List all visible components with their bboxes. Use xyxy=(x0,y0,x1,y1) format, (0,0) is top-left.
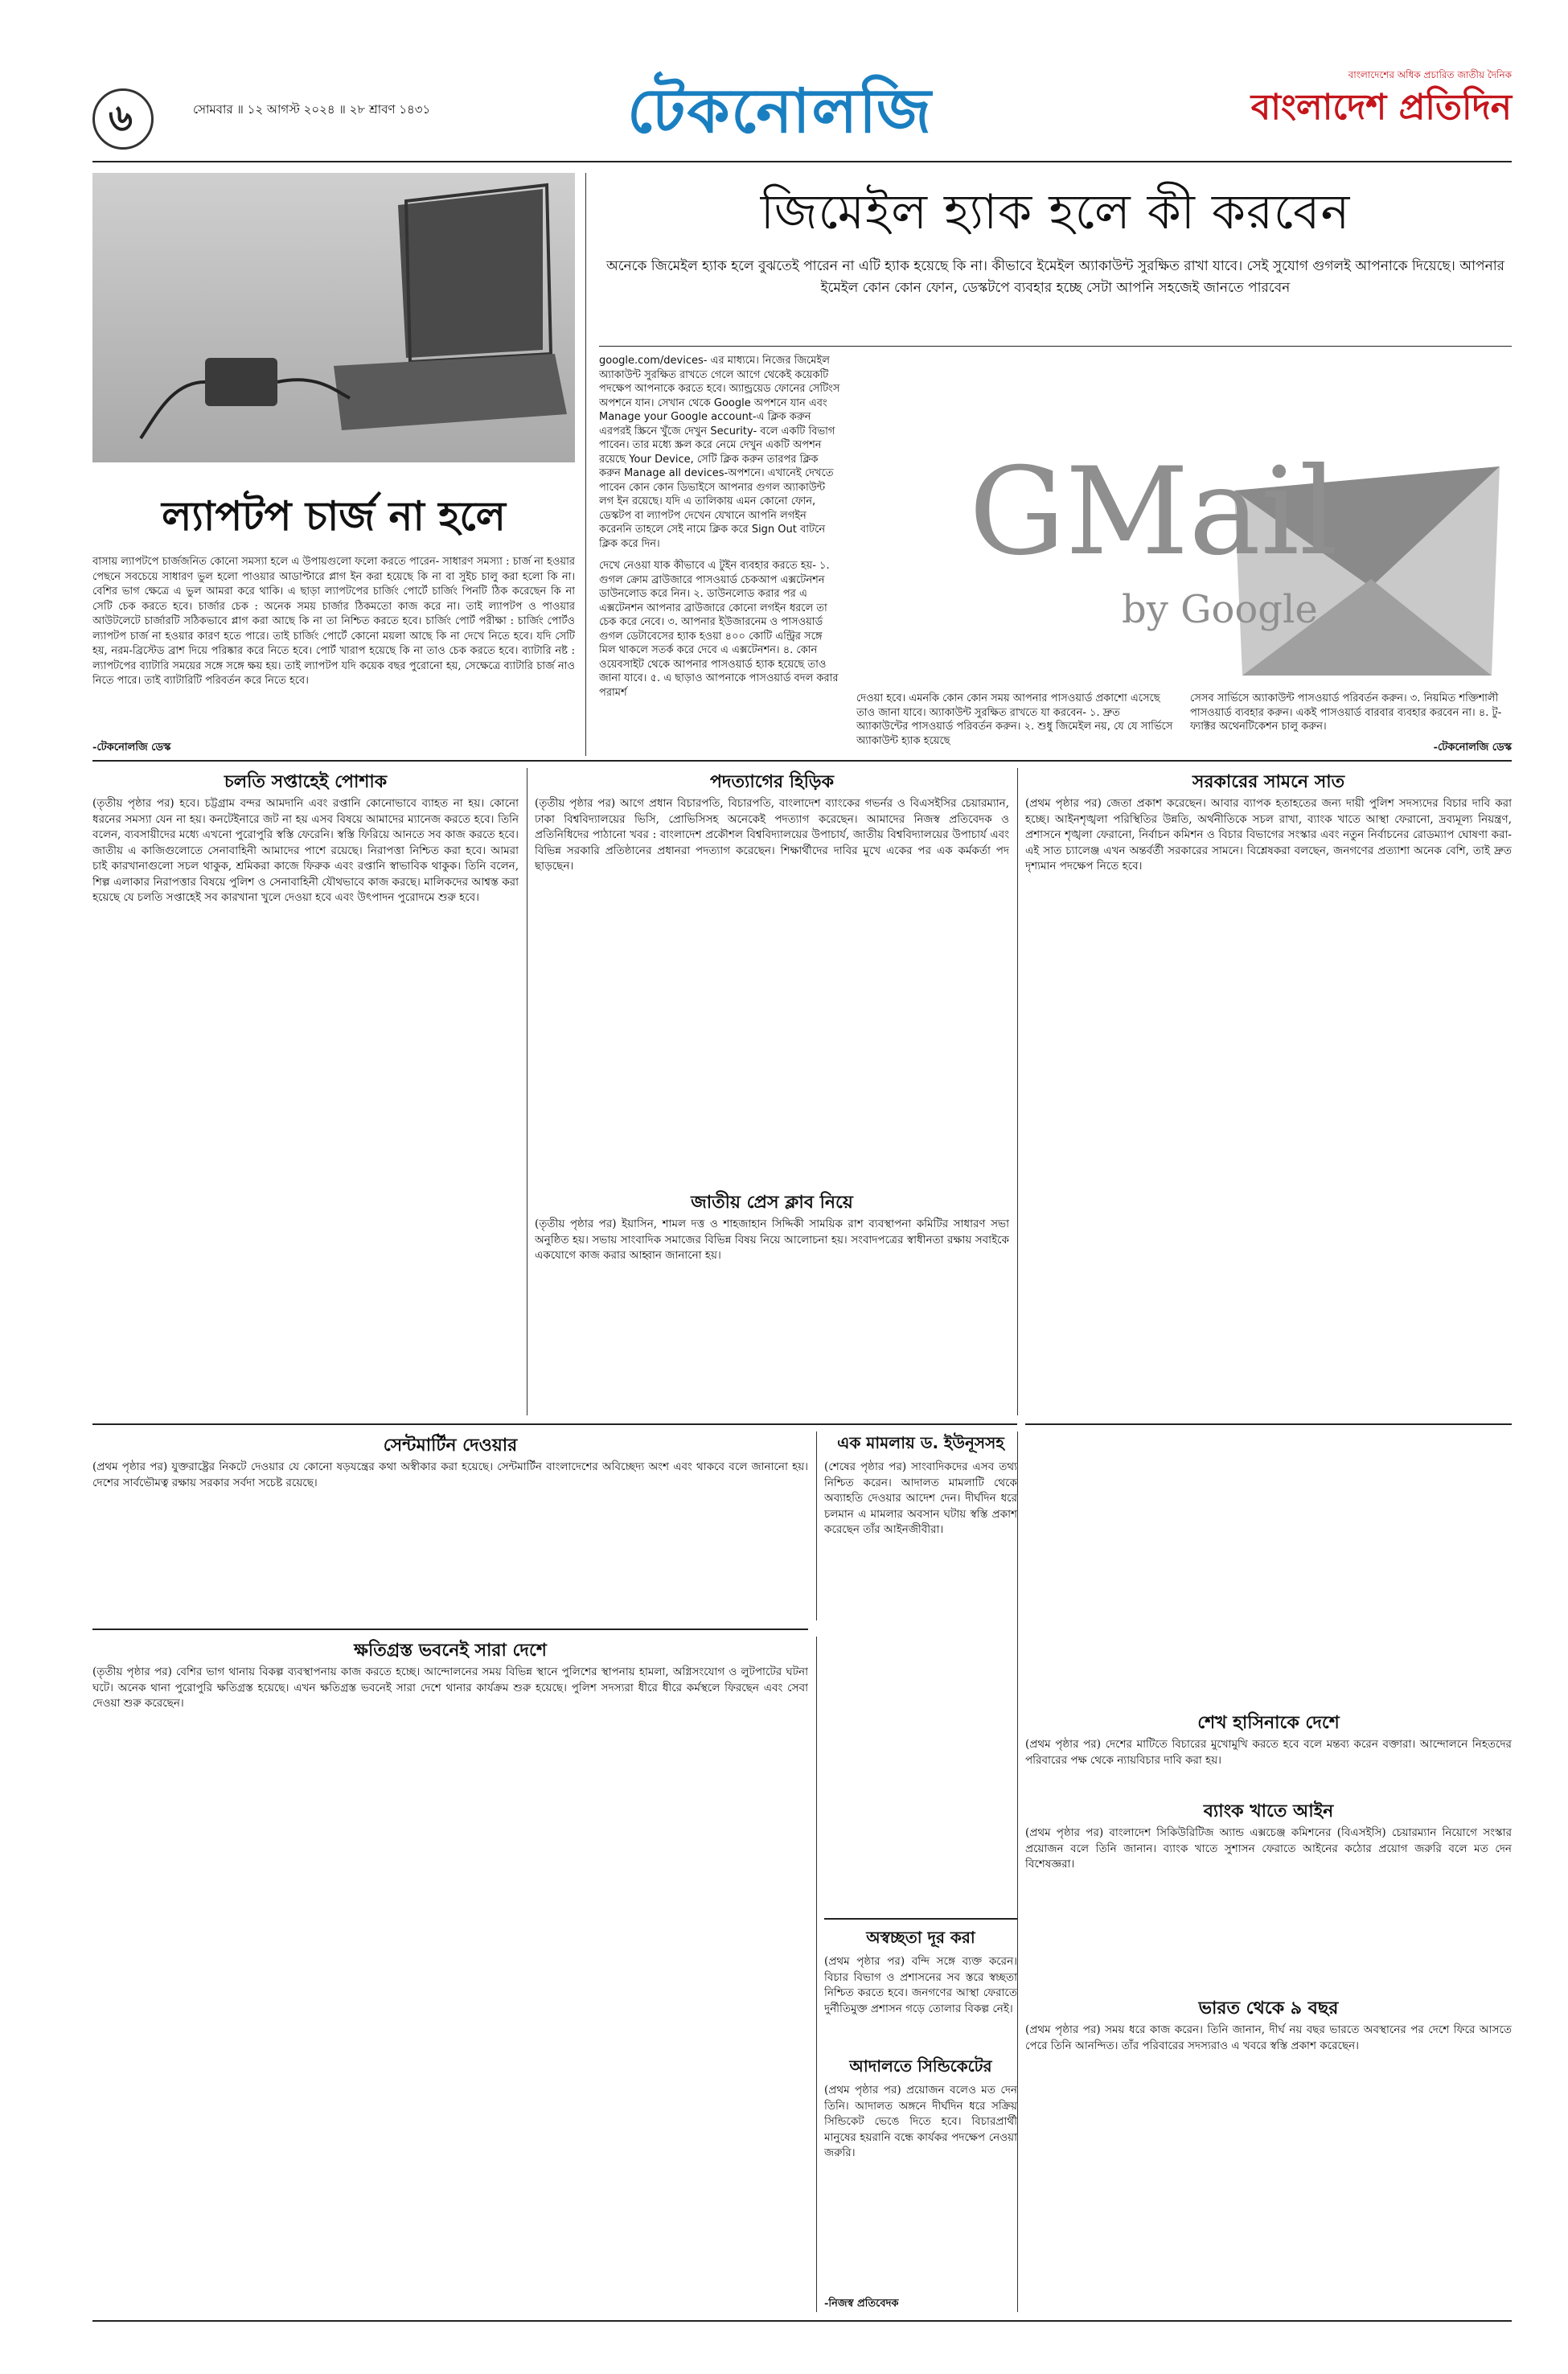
laptop-icon xyxy=(92,173,575,462)
article-title-5: সেন্টমার্টিন দেওয়ার xyxy=(383,1435,518,1456)
gmail-col1b: দেখে নেওয়া যাক কীভাবে এ টুইন ব্যবহার করতে হয়- ১. গুগল ক্রোম ব্রাউজারে পাসওয়ার্ড চেকআপ এক্সটেনশন ডাউনলোড করে নিন। ২. ডাউনলোড করার পর এ এক্সটেনশন আপনার ব্রাউজারে কোনো লগইন ধরলে তা চেক করে নেবে। ৩. আপনার ইউজারনেম ও পাসওয়ার্ড গুগল ডেটাবেসের হ্যাক হওয়া ৪০০ কোটি এন্ট্রির সঙ্গে মিল থাকলে সতর্ক করে দেবে এ এক্সটেনশন। ৪. কোন ওয়েবসাইট থেকে আপনার পাসওয়ার্ড হ্যাক হয়েছে তাও জানা যাবে। ৫. এ ছাড়াও আপনাকে পাসওয়ার্ড বদল করার পরামর্শ xyxy=(599,560,839,699)
gmail-logo-word: GMail xyxy=(969,442,1338,582)
right-rule xyxy=(1025,1423,1512,1425)
article-body-11: (প্রথম পৃষ্ঠার পর) বাংলাদেশ সিকিউরিটিজ অ্যান্ড এক্সচেঞ্জ কমিশনের (বিএসইসি) চেয়ারম্যান নিয়োগে সংস্কার প্রয়োজন বলে তিনি জানান। ব্যাংক খাতে সুশাসন ফেরাতে আইনের কঠোর প্রয়োগ জরুরি বলে মত দেন বিশেষজ্ঞরা। xyxy=(1025,1826,1512,1871)
divider-r2a xyxy=(816,1431,817,1620)
article-title-8: অস্বচ্ছতা দূর করা xyxy=(866,1928,975,1947)
masthead-rule xyxy=(92,161,1512,162)
article-body-12: (প্রথম পৃষ্ঠার পর) সময় ধরে কাজ করেন। তিনি জানান, দীর্ঘ নয় বছর ভারতে অবস্থানের পর দেশে ফিরে আসতে পেরে তিনি আনন্দিত। তাঁর পরিবারের সদস্যরাও এ খবরে স্বস্তি প্রকাশ করেছেন। xyxy=(1025,2023,1512,2052)
article-body-4: (তৃতীয় পৃষ্ঠার পর) ইয়াসিন, শামল দত্ত ও শাহজাহান সিদ্দিকী সাময়িক রাশ ব্যবস্থাপনা কমিটির সাধারণ সভা অনুষ্ঠিত হয়। সভায় সাংবাদিক সমাজের বিভিন্ন বিষয় নিয়ে আলোচনা হয়। সংবাদপত্রের স্বাধীনতা রক্ষায় সবাইকে একযোগে কাজ করার আহ্বান জানানো হয়। xyxy=(535,1218,1009,1262)
top-section-rule xyxy=(92,760,1512,762)
article-title-11: ব্যাংক খাতে আইন xyxy=(1203,1801,1334,1822)
laptop-headline: ল্যাপটপ চার্জ না হলে xyxy=(162,493,506,540)
laptop-byline: -টেকনোলজি ডেস্ক xyxy=(92,741,171,754)
article-body-8: (প্রথম পৃষ্ঠার পর) বন্দি সঙ্গে ব্যক্ত করেন। বিচার বিভাগ ও প্রশাসনের সব স্তরে স্বচ্ছতা নিশ্চিত করতে হবে। জনগণের আস্থা ফেরাতে দুর্নীতিমুক্ত প্রশাসন গড়ে তোলার বিকল্প নেই। xyxy=(824,1955,1017,2015)
article-title-1: চলতি সপ্তাহেই পোশাক xyxy=(224,772,388,792)
article-title-6: এক মামলায় ড. ইউনূসসহ xyxy=(837,1433,1004,1452)
gmail-col3: সেসব সার্ভিসে অ্যাকাউন্ট পাসওয়ার্ড পরিবর্তন করুন। ৩. নিয়মিত শক্তিশালী পাসওয়ার্ড ব্যবহার করুন। একই পাসওয়ার্ড বারবার ব্যবহার করবেন না। ৪. টু-ফ্যাক্টর অথেনটিকেশন চালু করুন। xyxy=(1190,692,1502,733)
article-title-10: শেখ হাসিনাকে দেশে xyxy=(1197,1713,1340,1733)
bottom-rule xyxy=(92,2320,1512,2322)
gmail-headline: জিমেইল হ্যাক হলে কী করবেন xyxy=(760,184,1351,240)
divider-r1b xyxy=(1017,768,1018,1415)
paper-tagline: বাংলাদেশের অধিক প্রচারিত জাতীয় দৈনিক xyxy=(1348,69,1512,80)
section-title: টেকনোলজি xyxy=(627,75,933,146)
divider-r3a xyxy=(816,1637,817,2312)
gmail-intro-rule xyxy=(599,346,1512,347)
gmail-col2: দেওয়া হবে। এমনকি কোন কোন সময় আপনার পাসওয়ার্ড প্রকাশো এসেছে তাও জানা যাবে। অ্যাকাউন্ট সুরক্ষিত রাখতে যা করবেন- ১. দ্রুত অ্যাকাউন্টের পাসওয়ার্ড পরিবর্তন করুন। ২. শুধু জিমেইল নয়, যে যে সার্ভিসে অ্যাকাউন্ট হ্যাক হয়েছে xyxy=(856,692,1173,747)
article-title-3: সরকারের সামনে সাত xyxy=(1192,772,1345,792)
gmail-intro: অনেকে জিমেইল হ্যাক হলে বুঝতেই পারেন না এটি হ্যাক হয়েছে কি না। কীভাবে ইমেইল অ্যাকাউন্ট সুরক্ষিত রাখা যাবে। সেই সুযোগ গুগলই আপনাকে দিয়েছে। আপনার ইমেইল কোন কোন ফোন, ডেস্কটপে ব্যবহার হচ্ছে সেটা আপনি সহজেই জানতে পারবেন xyxy=(605,258,1505,296)
col-rule-a xyxy=(824,1918,1017,1920)
row2-rule xyxy=(92,1629,808,1630)
article-body-2: (তৃতীয় পৃষ্ঠার পর) আগে প্রধান বিচারপতি, বিচারপতি, বাংলাদেশ ব্যাংকের গভর্নর ও বিএসইসির চেয়ারম্যান, ঢাকা বিশ্ববিদ্যালয়ের ভিসি, প্রোভিসিসহ অনেকেই পদত্যাগ করেছেন। আমাদের নিজস্ব প্রতিবেদক ও প্রতিনিধিদের পাঠানো খবর : বাংলাদেশ প্রকৌশল বিশ্ববিদ্যালয়ের উপাচার্য, জাতীয় বিশ্ববিদ্যালয়ের উপাচার্য এবং বিভিন্ন সরকারি প্রতিষ্ঠানের প্রধানরা পদত্যাগ করেছেন। শিক্ষার্থীদের দাবির মুখে একের পর এক কর্মকর্তা পদ ছাড়ছেন। xyxy=(535,797,1009,873)
article-title-9: আদালতে সিন্ডিকেটের xyxy=(849,2056,992,2076)
page-number: ৬ xyxy=(109,96,133,139)
article-body-5: (প্রথম পৃষ্ঠার পর) যুক্তরাষ্ট্রের নিকটে দেওয়ার যে কোনো ষড়যন্ত্রের কথা অস্বীকার করা হয়েছে। সেন্টমার্টিন বাংলাদেশের অবিচ্ছেদ্য অংশ এবং থাকবে বলে জানানো হয়। দেশের সার্বভৌমত্ব রক্ষায় সরকার সর্বদা সচেষ্ট রয়েছে। xyxy=(92,1460,808,1489)
row1-rule xyxy=(92,1423,1017,1425)
article-title-12: ভারত থেকে ৯ বছর xyxy=(1198,1998,1339,2019)
paper-name: বাংলাদেশ প্রতিদিন xyxy=(1250,87,1512,128)
article-body-6: (শেষের পৃষ্ঠার পর) সাংবাদিকদের এসব তথ্য নিশ্চিত করেন। আদালত মামলাটি থেকে অব্যাহতি দেওয়ার আদেশ দেন। দীর্ঘদিন ধরে চলমান এ মামলার অবসান ঘটায় স্বস্তি প্রকাশ করেছেন তাঁর আইনজীবীরা। xyxy=(824,1460,1017,1536)
laptop-photo xyxy=(92,173,575,462)
article-body-10: (প্রথম পৃষ্ঠার পর) দেশের মাটিতে বিচারের মুখোমুখি করতে হবে বলে মন্তব্য করেন বক্তারা। আন্দোলনে নিহতদের পরিবারের পক্ষ থেকে ন্যায়বিচার দাবি করা হয়। xyxy=(1025,1738,1512,1767)
gmail-logo-graphic xyxy=(856,354,1512,684)
gmail-col1: google.com/devices- এর মাধ্যমে। নিজের জিমেইল অ্যাকাউন্ট সুরক্ষিত রাখতে গেলে আগে থেকেই কয়েকটি পদক্ষেপ আপনাকে করতে হবে। অ্যান্ড্রয়েড ফোনের সেটিংস অপশনে যান। সেখান থেকে Google অপশনে যান এবং Manage your Google account-এ ক্লিক করুন এরপরই স্ক্রিনে খুঁজে দেখুন Security- বলে একটি বিভাগ পাবেন। তার মধ্যে স্ক্রল করে নেমে দেখুন একটি অপশন রয়েছে Your Device, সেটি ক্লিক করুন তারপর ক্লিক করুন Manage all devices-অপশনে। এখানেই দেখতে পাবেন কোন কোন ডিভাইসে আপনার গুগল অ্যাকাউন্ট লগ ইন রয়েছে। যদি এ তালিকায় এমন কোনো ফোন, ডেস্কটপ বা ল্যাপটপ দেখেন যেখানে আপনি লগইন করেননি তাহলে সেই নামে ক্লিক করে Sign Out বাটনে ক্লিক করে দিন। xyxy=(599,355,840,550)
article-body-3: (প্রথম পৃষ্ঠার পর) জেতা প্রকাশ করেছেন। আবার ব্যাপক হতাহতের জন্য দায়ী পুলিশ সদস্যদের বিচার দাবি করা হচ্ছে। আইনশৃঙ্খলা পরিস্থিতির উন্নতি, অর্থনীতিকে সচল রাখা, ব্যাংক খাতে আস্থা ফেরানো, দ্রব্যমূল্য নিয়ন্ত্রণ, প্রশাসনে শৃঙ্খলা ফেরানো, নির্বাচন কমিশন ও বিচার বিভাগের সংস্কার এবং নতুন নির্বাচনের রোডম্যাপ ঘোষণা করা-এই সাত চ্যালেঞ্জ এখন অন্তর্বর্তী সরকারের সামনে। বিশ্লেষকরা বলছেন, জনগণের প্রত্যাশা অনেক বেশি, তাই দ্রুত দৃশ্যমান পদক্ষেপ নিতে হবে। xyxy=(1025,797,1512,873)
staff-byline: -নিজস্ব প্রতিবেদক xyxy=(824,2298,899,2310)
article-title-2: পদত্যাগের হিড়িক xyxy=(709,772,835,792)
gmail-logo-sub: by Google xyxy=(1122,587,1318,632)
laptop-body: বাসায় ল্যাপটপে চার্জজনিত কোনো সমস্যা হলে এ উপায়গুলো ফলো করতে পারেন- সাধারণ সমস্যা : চার্জ না হওয়ার পেছনে সবচেয়ে সাধারণ ভুল হলো পাওয়ার আডাপ্টারে প্লাগ ইন করা হয়েছে কি না বা সুইচ চালু করা হলো কি না। বেশির ভাগ ক্ষেত্রে এ ভুল আমরা করে থাকি। এ ছাড়া ল্যাপটপের চার্জিং পোর্টে চার্জিং পিনটি ঠিক করেছেন কি না সেটি চেক করতে হবে। চার্জার চেক : অনেক সময় চার্জার ঠিকমতো কাজ করে না। তাই ল্যাপটপ ও পাওয়ার আউটলেটে চার্জারটি সঠিকভাবে প্লাগ করা আছে কি না তা নিশ্চিত করতে হবে। চার্জিং পোর্ট পরীক্ষা : চার্জিং পোর্টও ল্যাপটপ চার্জ না হওয়ার কারণ হতে পারে। তাই চার্জিং পোর্টে কোনো ময়লা আছে কি না দেখে নিতে হবে। যদি সেটি হয়, নরম-ব্রিস্টেড ব্রাশ দিয়ে পরিষ্কার করে নিতে হবে। পোর্ট খারাপ হয়েছে কি না তাও চেক করতে হবে। ব্যাটারি নষ্ট : ল্যাপটপের ব্যাটারি সময়ের সঙ্গে সঙ্গে ক্ষয় হয়। তাই ল্যাপটপ যদি কয়েক বছর পুরোনো হয়, সেক্ষেত্রে ব্যাটারি চার্জ নাও নিতে পারে। তাই ব্যাটারিটি পরিবর্তন করে নিতে হবে। xyxy=(92,556,575,687)
article-body-9: (প্রথম পৃষ্ঠার পর) প্রয়োজন বলেও মত দেন তিনি। আদালত অঙ্গনে দীর্ঘদিন ধরে সক্রিয় সিন্ডিকেট ভেঙে দিতে হবে। বিচারপ্রার্থী মানুষের হয়রানি বন্ধে কার্যকর পদক্ষেপ নেওয়া জরুরি। xyxy=(824,2084,1017,2159)
divider-top-left xyxy=(585,173,586,756)
article-title-7: ক্ষতিগ্রস্ত ভবনেই সারা দেশে xyxy=(354,1641,547,1661)
divider-r3b xyxy=(1017,1431,1018,2312)
article-title-4: জাতীয় প্রেস ক্লাব নিয়ে xyxy=(691,1193,853,1213)
article-body-1: (তৃতীয় পৃষ্ঠার পর) হবে। চট্টগ্রাম বন্দর আমদানি এবং রপ্তানি কোনোভাবে ব্যাহত না হয়। কোনো ধরনের সমস্যা যেন না হয়। কনটেইনারে জট না হয় এসব বিষয়ে আমাদের ম্যানেজ করতে হবে। তিনি বলেন, ব্যবসায়ীদের মধ্যে এখনো পুরোপুরি স্বস্তি ফেরেনি। স্বস্তি ফিরিয়ে আনতে সব কাজ করতে হবে। জাতীয় এ কাজিগুলোতে সেনাবাহিনী আমাদের পাশে রয়েছে। নিরাপত্তা নিশ্চিত করা হবে। আমরা চাই কারখানাগুলো সচল থাকুক, শ্রমিকরা কাজে ফিরুক এবং রপ্তানি স্বাভাবিক থাকুক। তিনি বলেন, শিল্প এলাকার নিরাপত্তার বিষয়ে পুলিশ ও সেনাবাহিনী যৌথভাবে কাজ করছে। মালিকদের আশ্বস্ত করা হয়েছে যে চলতি সপ্তাহেই সব কারখানা খুলে দেওয়া হবে এবং উৎপাদন পুরোদমে শুরু হবে। xyxy=(92,797,519,904)
article-body-7: (তৃতীয় পৃষ্ঠার পর) বেশির ভাগ থানায় বিকল্প ব্যবস্থাপনায় কাজ করতে হচ্ছে। আন্দোলনের সময় বিভিন্ন স্থানে পুলিশের স্থাপনায় হামলা, অগ্নিসংযোগ ও লুটপাটের ঘটনা ঘটে। অনেক থানা পুরোপুরি ক্ষতিগ্রস্ত হয়েছে। এখন ক্ষতিগ্রস্ত ভবনেই সারা দেশে থানার কার্যক্রম শুরু হয়েছে। পুলিশ সদস্যরা ধীরে ধীরে কর্মস্থলে ফিরছেন এবং সেবা দেওয়া শুরু করেছেন। xyxy=(92,1665,808,1710)
gmail-byline: -টেকনোলজি ডেস্ক xyxy=(1433,741,1512,754)
date-line: সোমবার ॥ ১২ আগস্ট ২০২৪ ॥ ২৮ শ্রাবণ ১৪৩১ xyxy=(193,102,431,117)
